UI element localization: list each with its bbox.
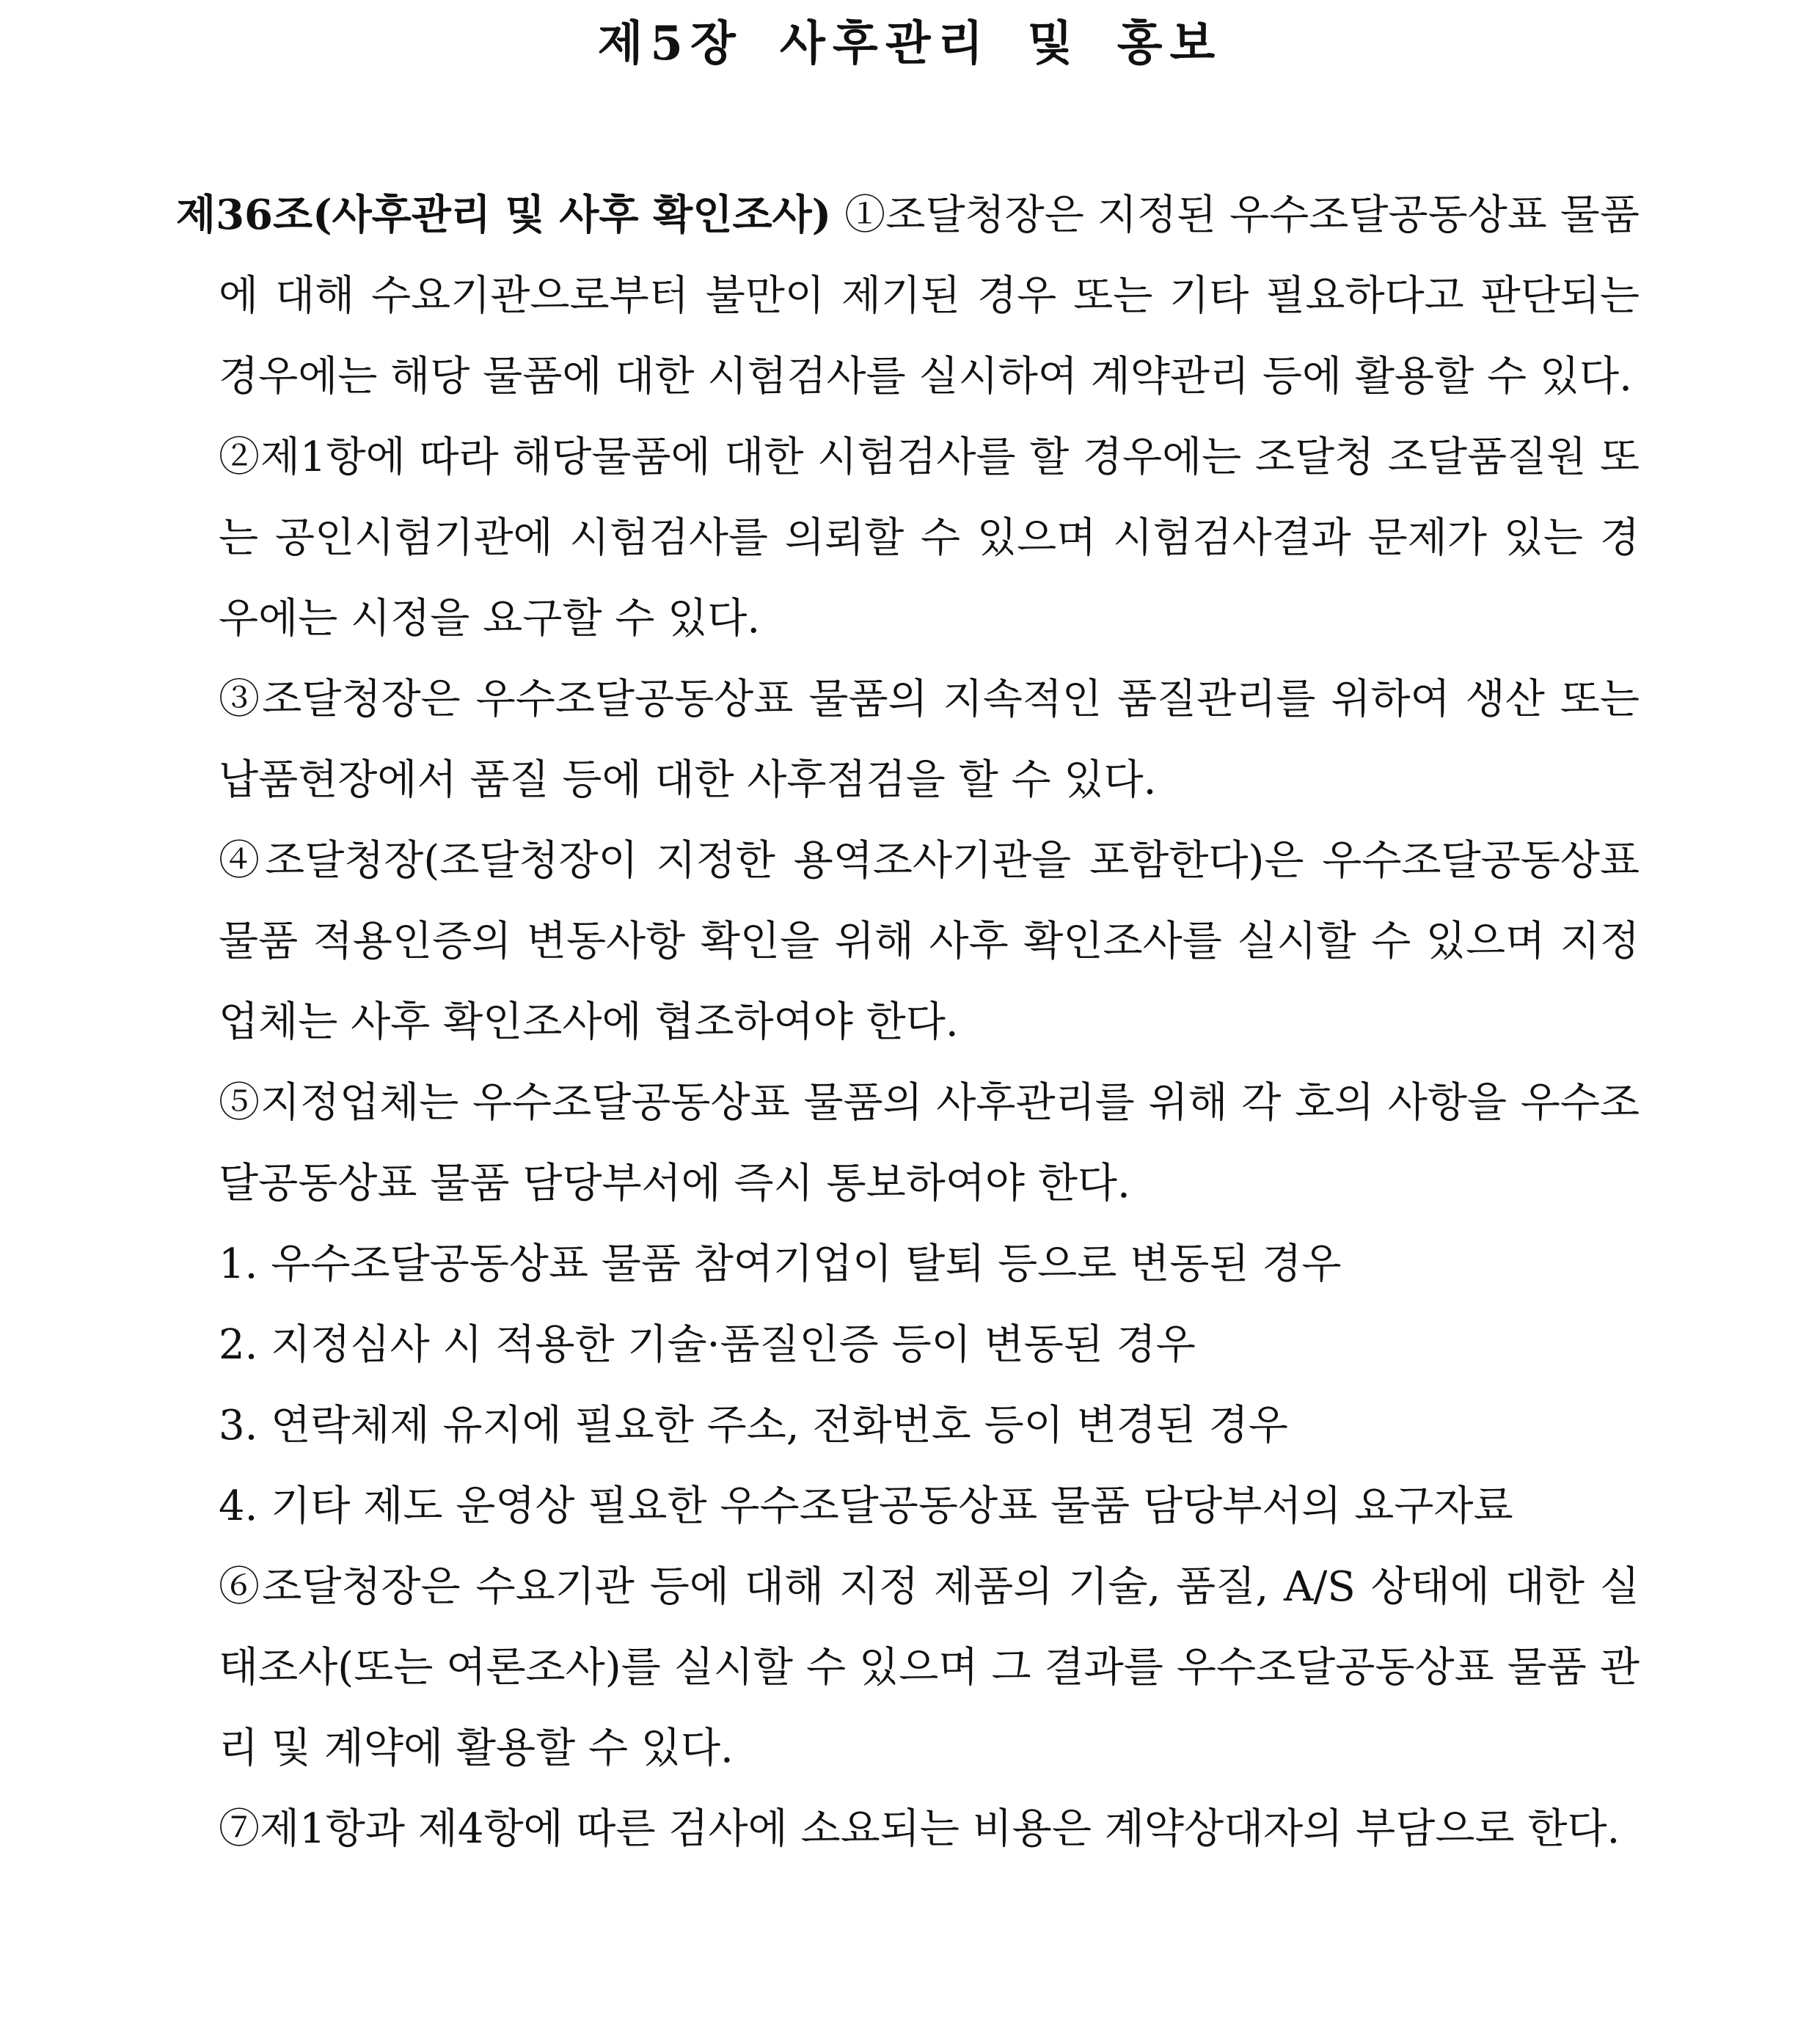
article-paragraph-7: ⑦제1항과 제4항에 따른 검사에 소요되는 비용은 계약상대자의 부담으로 한다. xyxy=(219,1805,1620,1853)
list-item-3: 3. 연락체제 유지에 필요한 주소, 전화번호 등이 변경된 경우 xyxy=(219,1402,1288,1449)
article-heading: (사후관리 및 사후 확인조사) xyxy=(313,191,832,239)
article-paragraph-4: ④조달청장(조달청장이 지정한 용역조사기관을 포함한다)은 우수조달공동상표 물품 적용인증의 변동사항 확인을 위해 사후 확인조사를 실시할 수 있으며 지정업체는 사후 확인조사에 협조하여야 한다. xyxy=(219,837,1640,1046)
paragraph-text: ①조달청장은 지정된 우수조달공동상표 물품에 대해 수요기관으로부터 불만이 제기된 경우 또는 기타 필요하다고 판단되는 경우에는 해당 물품에 대한 시험검사를 실시하여 계약관리 등에 활용할 수 있다. xyxy=(219,191,1640,401)
article-paragraph-1 xyxy=(176,175,1640,417)
article-paragraph-2: ②제1항에 따라 해당물품에 대한 시험검사를 할 경우에는 조달청 조달품질원 또는 공인시험기관에 시험검사를 의뢰할 수 있으며 시험검사결과 문제가 있는 경우에는 시정을 요구할 수 있다. xyxy=(219,434,1640,643)
chapter-title: 제5장 사후관리 및 홍보 xyxy=(597,16,1223,71)
article-paragraph-5: ⑤지정업체는 우수조달공동상표 물품의 사후관리를 위해 각 호의 사항을 우수조달공동상표 물품 담당부서에 즉시 통보하여야 한다. xyxy=(219,1079,1640,1207)
article-paragraph-6: ⑥조달청장은 수요기관 등에 대해 지정 제품의 기술, 품질, A/S 상태에 대한 실태조사(또는 여론조사)를 실시할 수 있으며 그 결과를 우수조달공동상표 물품 관리 및 계약에 활용할 수 있다. xyxy=(219,1563,1640,1772)
list-item-1: 1. 우수조달공동상표 물품 참여기업이 탈퇴 등으로 변동된 경우 xyxy=(219,1240,1342,1288)
article-paragraph-3: ③조달청장은 우수조달공동상표 물품의 지속적인 품질관리를 위하여 생산 또는 납품현장에서 품질 등에 대한 사후점검을 할 수 있다. xyxy=(219,676,1640,804)
list-item-4: 4. 기타 제도 운영상 필요한 우수조달공동상표 물품 담당부서의 요구자료 xyxy=(219,1482,1513,1530)
article-number: 제36조 xyxy=(176,191,313,239)
list-item-2: 2. 지정심사 시 적용한 기술·품질인증 등이 변동된 경우 xyxy=(219,1321,1196,1369)
article-body xyxy=(176,175,1640,1870)
